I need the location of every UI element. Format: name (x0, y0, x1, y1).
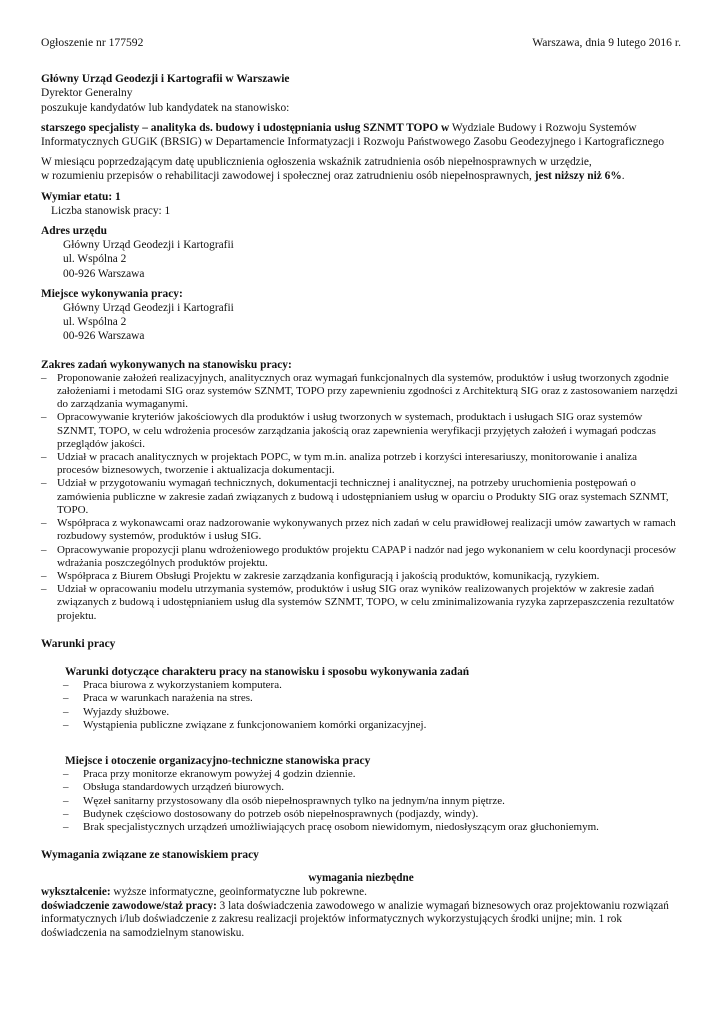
requirements-label: Wymagania związane ze stanowiskiem pracy (41, 849, 259, 862)
required-label: wymagania niezbędne (308, 872, 414, 885)
list-item: – Opracowywanie kryteriów jakościowych dla produktów i usług tworzonych w systemach, produktach i usługach SIG oraz systemów SZNMT, TOPO, w celu wdrożenia procesów zarządzania jakością oraz zapewnienia weryfikacji przyjętych założeń i wymagań podczas przeglądów jakości. (41, 411, 681, 451)
list-item: – Udział w pracach analitycznych w projektach POPC, w tym m.in. analiza potrzeb i korzyści interesariuszy, monitorowanie i analiza procesów biznesowych, tworzenie i aktualizacja dokumentacji. (41, 451, 681, 477)
address-line: ul. Wspólna 2 (63, 316, 127, 329)
list-item: – Budynek częściowo dostosowany do potrzeb osób niepełnosprawnych (podjazdy, windy). (63, 808, 681, 821)
positions-count: Liczba stanowisk pracy: 1 (51, 204, 171, 217)
position-title-bold: starszego specjalisty – analityka ds. budowy i udostępniania usług SZNMT TOPO w (41, 121, 450, 134)
duties-list (41, 372, 681, 623)
address-line: 00-926 Warszawa (63, 330, 145, 343)
address-line: 00-926 Warszawa (63, 267, 145, 280)
office-address (41, 238, 681, 281)
list-item: – Współpraca z Biurem Obsługi Projektu w zakresie zarządzania konfiguracją i jakością produktów, komunikacją, ryzykiem. (41, 570, 681, 583)
announcement-number: Ogłoszenie nr 177592 (41, 36, 144, 49)
position-title (41, 121, 681, 149)
work-character-label: Warunki dotyczące charakteru pracy na stanowisku i sposobu wykonywania zadań (65, 665, 470, 678)
disability-line-1: W miesiącu poprzedzającym datę upublicznienia ogłoszenia wskaźnik zatrudnienia osób niepełnosprawnych w urzędzie, (41, 156, 592, 169)
address-line: Główny Urząd Geodezji i Kartografii (63, 239, 234, 252)
experience-requirement (41, 900, 681, 941)
experience-value: 3 lata doświadczenia zawodowego w analizie wymagań biznesowych oraz projektowaniu rozwiązań informatycznych i/lub doświadczenie z zakresu realizacji projektów informatycznych wykorzystujących środki unijne; min. 1 rok doświadczenia na samodzielnym stanowisku. (41, 899, 669, 939)
requirements-section (41, 872, 681, 940)
list-item: – Obsługa standardowych urządzeń biurowych. (63, 781, 681, 794)
office-address-label: Adres urzędu (41, 225, 107, 238)
experience-label: doświadczenie zawodowe/staż pracy: (41, 899, 217, 912)
list-item: – Współpraca z wykonawcami oraz nadzorowanie wykonywanych przez nich zadań w celu prawidłowej realizacji umów zawartych w ramach rozbudowy systemów, produktów i usług SIG. (41, 517, 681, 543)
list-item: – Praca przy monitorze ekranowym powyżej 4 godzin dziennie. (63, 768, 681, 781)
disability-line-2: w rozumieniu przepisów o rehabilitacji zawodowej i społecznej oraz zatrudnieniu osób niepełnosprawnych, (41, 170, 535, 183)
document-header (41, 36, 681, 50)
disability-rate: jest niższy niż 6% (534, 170, 622, 183)
list-item: – Brak specjalistycznych urządzeń umożliwiających pracę osobom niewidomym, niedosłyszącym oraz głuchoniemym. (63, 821, 681, 834)
position-title-department: Wydziale Budowy i Rozwoju Systemów Informatycznych GUGiK (BRSIG) w Departamencie Informatyzacji i Rozwoju Państwowego Zasobu Geodezyjnego i Kartograficznego (41, 121, 665, 149)
disability-notice (41, 155, 681, 183)
list-item: – Udział w przygotowaniu wymagań technicznych, dokumentacji technicznej i analitycznej, na potrzeby uruchomienia postępowań o zamówienia publiczne w zakresie zadań związanych z budową i udostępnianiem usług w oparciu o Produkty SIG oraz systemach SZNMT, TOPO. (41, 477, 681, 517)
etat-label: Wymiar etatu: 1 (41, 190, 121, 203)
workplace-address (41, 301, 681, 344)
disability-end: . (621, 170, 625, 183)
document-page (41, 36, 681, 940)
list-item: – Opracowywanie propozycji planu wdrożeniowego produktów projektu CAPAP i nadzór nad jego wykonaniem w celu koordynacji procesów wdrażania poszczególnych produktów projektu. (41, 544, 681, 570)
address-line: ul. Wspólna 2 (63, 253, 127, 266)
organization-name: Główny Urząd Geodezji i Kartografii w Warszawie (41, 73, 290, 86)
address-line: Główny Urząd Geodezji i Kartografii (63, 302, 234, 315)
list-item: – Wystąpienia publiczne związane z funkcjonowaniem komórki organizacyjnej. (63, 719, 681, 732)
list-item: – Wyjazdy służbowe. (63, 706, 681, 719)
conditions-label: Warunki pracy (41, 637, 116, 650)
seeking-text: poszukuje kandydatów lub kandydatek na stanowisko: (41, 101, 290, 114)
announcement-date: Warszawa, dnia 9 lutego 2016 r. (532, 36, 681, 49)
work-character-list (41, 679, 681, 732)
list-item: – Udział w opracowaniu modelu utrzymania systemów, produktów i usług SIG oraz wyników realizowanych projektów w zakresie zadań związanych z budową i udostępnianiem usług dla systemów SZNMT, TOPO, w celu zminimalizowania ryzyka zaprzepaszczenia rezultatów projektu. (41, 583, 681, 623)
work-environment-list (41, 768, 681, 834)
duties-label: Zakres zadań wykonywanych na stanowisku pracy: (41, 358, 292, 371)
list-item: – Proponowanie założeń realizacyjnych, analitycznych oraz wymagań funkcjonalnych dla systemów, produktów i usług tworzonych zgodnie założeniami i metodami SIG oraz systemów SZNMT, TOPO przy zapewnieniu zgodności z Architekturą SIG oraz z zastosowaniem narzędzi do zarządzania wymaganymi. (41, 372, 681, 412)
work-environment-label: Miejsce i otoczenie organizacyjno-techniczne stanowiska pracy (65, 754, 371, 767)
list-item: – Praca biurowa z wykorzystaniem komputera. (63, 679, 681, 692)
director-title: Dyrektor Generalny (41, 87, 133, 100)
education-requirement (41, 886, 681, 900)
list-item: – Węzeł sanitarny przystosowany dla osób niepełnosprawnych tylko na jednym/na innym piętrze. (63, 795, 681, 808)
workplace-label: Miejsce wykonywania pracy: (41, 287, 183, 300)
education-label: wykształcenie: (41, 885, 111, 898)
list-item: – Praca w warunkach narażenia na stres. (63, 692, 681, 705)
education-value: wyższe informatyczne, geoinformatyczne lub pokrewne. (110, 885, 367, 898)
